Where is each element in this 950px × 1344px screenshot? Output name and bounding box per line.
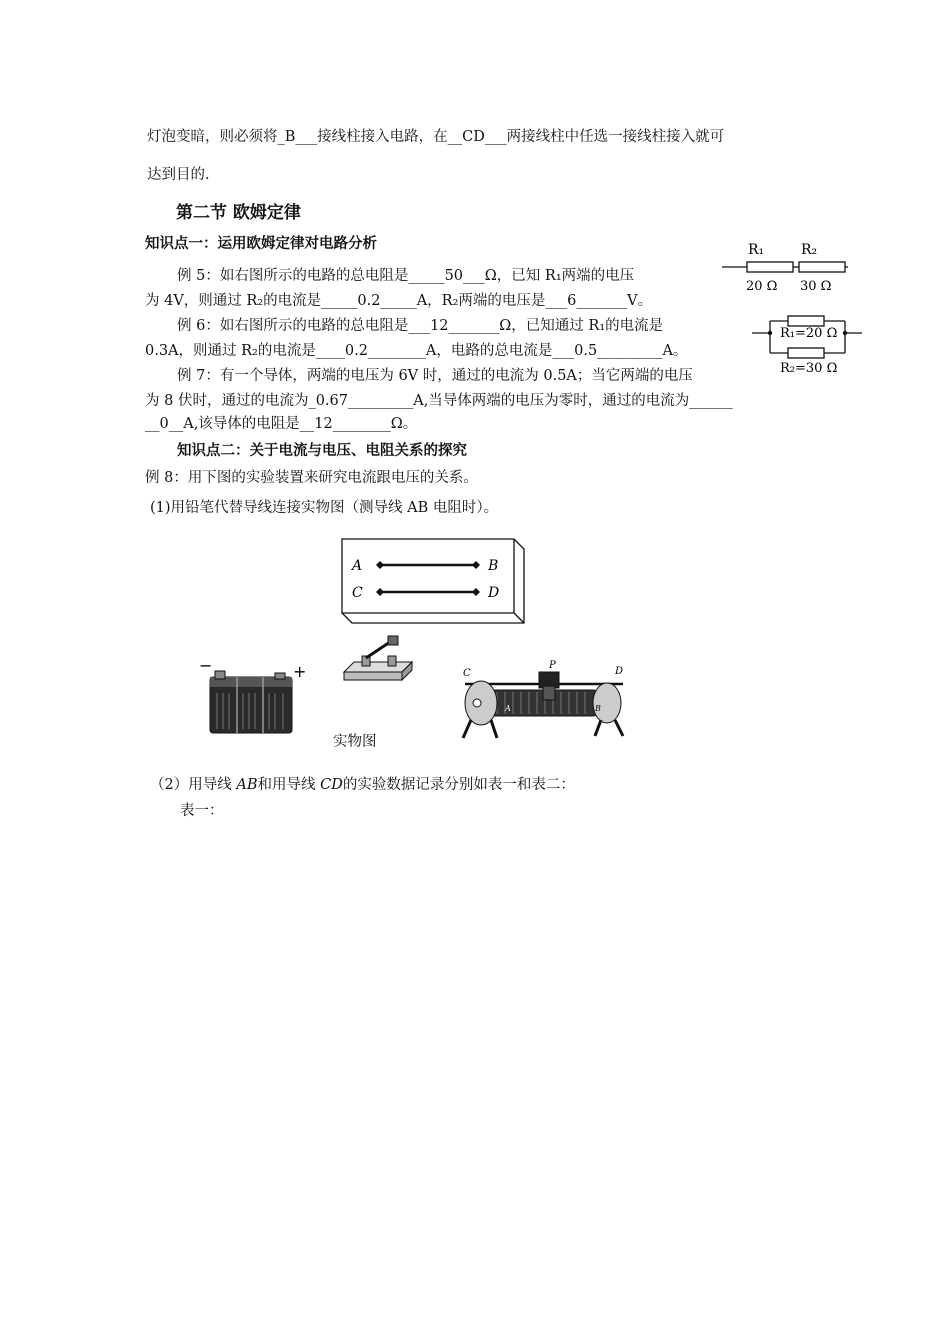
series-r1-label: R₁ [748, 242, 765, 258]
example-8-intro: 例 8：用下图的实验装置来研究电流跟电压的关系。 [145, 470, 478, 486]
example-6-line-1: 例 6：如右图所示的电路的总电阻是___12_______Ω，已知通过 R₁的电流是 [177, 318, 664, 334]
rheostat-b-label: B [595, 704, 601, 713]
series-r2-label: R₂ [801, 242, 818, 258]
terminal-a-label: A [352, 558, 363, 574]
knife-switch-icon [340, 632, 418, 688]
section-title: 第二节 欧姆定律 [176, 203, 301, 223]
example-7-line-1: 例 7：有一个导体，两端的电压为 6V 时，通过的电流为 0.5A；当它两端的电压 [177, 368, 693, 384]
resistor-r1 [747, 262, 793, 272]
series-r2-value: 30 Ω [800, 279, 832, 294]
question-1: (1)用铅笔代替导线连接实物图（测导线 AB 电阻时）。 [150, 500, 499, 516]
question-2 [150, 775, 575, 795]
rheostat-p-label: P [549, 660, 556, 671]
example-7-line-2: 为 8 伏时，通过的电流为_0.67_________A,当导体两端的电压为零时，通过的电流为______ [145, 393, 733, 409]
continuation-line-1: 灯泡变暗，则必须将_B___接线柱接入电路，在__CD___两接线柱中任选一接线柱接入就可 [147, 129, 725, 145]
parallel-resistor-r1 [788, 316, 824, 326]
parallel-resistor-r2 [788, 348, 824, 358]
question-2-pre: （2）用导线 [150, 777, 237, 793]
rheostat-d-label: D [615, 666, 624, 677]
question-2-cd: CD [320, 777, 343, 793]
example-5-line-1: 例 5：如右图所示的电路的总电阻是_____50___Ω，已知 R₁两端的电压 [177, 268, 635, 284]
parallel-circuit-diagram [750, 305, 865, 377]
battery-minus-label: − [199, 656, 213, 675]
series-r1-value: 20 Ω [746, 279, 778, 294]
example-7-line-3: __0__A,该导体的电阻是__12________Ω。 [145, 416, 418, 432]
knowledge-point-1-title: 知识点一：运用欧姆定律对电路分析 [145, 236, 377, 252]
table-1-label: 表一： [180, 803, 224, 819]
continuation-line-2: 达到目的. [147, 167, 210, 183]
resistor-r2 [799, 262, 845, 272]
rheostat-icon [455, 656, 635, 744]
rheostat-c-label: C [463, 668, 471, 679]
rheostat-a-label: A [505, 704, 511, 713]
terminal-b-label: B [488, 558, 499, 574]
apparatus-caption: 实物图 [333, 734, 377, 750]
series-circuit-diagram [720, 234, 850, 298]
parallel-r1-label: R₁=20 Ω [780, 326, 838, 341]
knowledge-point-2-title: 知识点二：关于电流与电压、电阻关系的探究 [177, 443, 467, 459]
terminal-c-label: C [352, 585, 363, 601]
question-2-post: 的实验数据记录分别如表一和表二： [342, 777, 575, 793]
terminal-d-label: D [488, 585, 500, 601]
wire-board [338, 535, 528, 627]
example-5-line-2: 为 4V，则通过 R₂的电流是_____0.2_____A，R₂两端的电压是___6_______V。 [145, 293, 653, 309]
battery-plus-label: + [293, 662, 307, 681]
question-2-ab: AB [236, 777, 258, 793]
battery-icon [195, 655, 310, 740]
question-2-mid: 和用导线 [257, 777, 321, 793]
example-6-line-2: 0.3A，则通过 R₂的电流是____0.2________A，电路的总电流是___0.5_________A。 [145, 343, 688, 359]
parallel-r2-label: R₂=30 Ω [780, 361, 838, 376]
